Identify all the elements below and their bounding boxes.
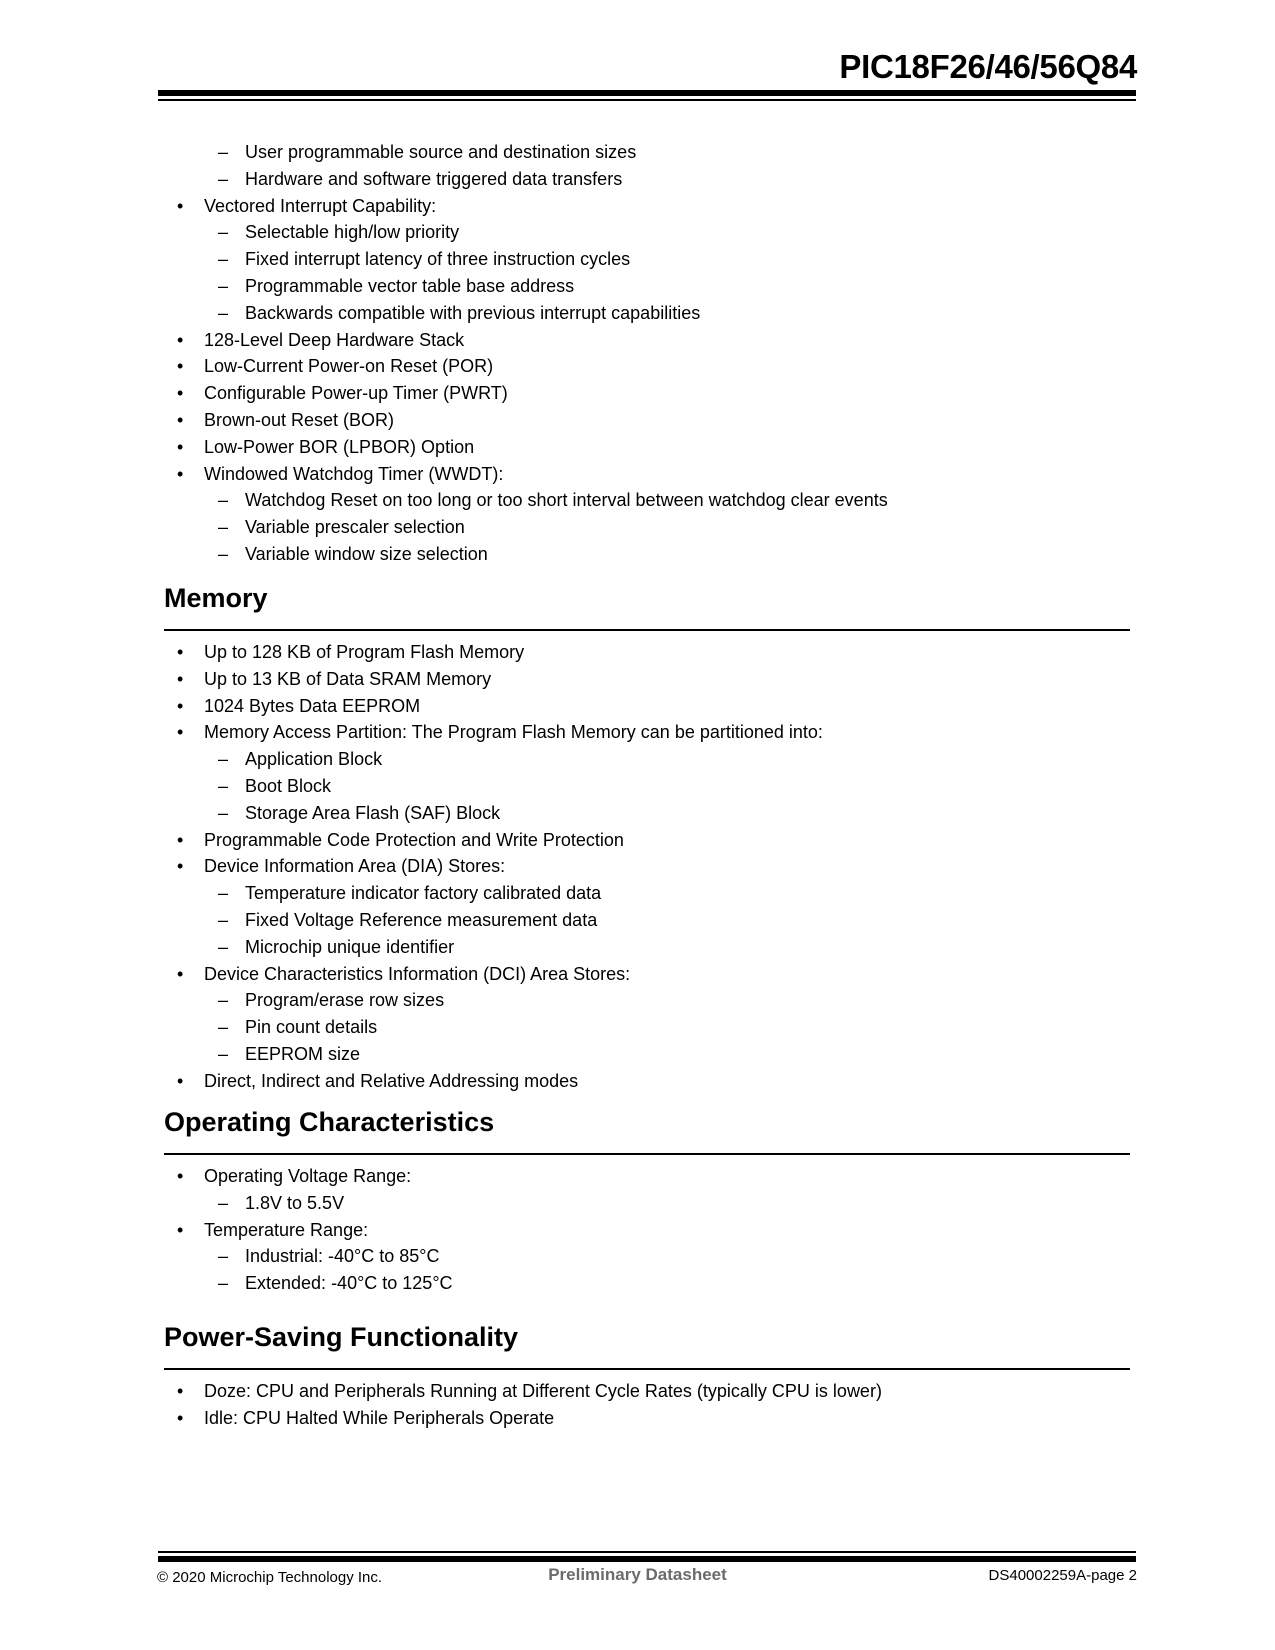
sub-list-item: – Temperature indicator factory calibrated data [164, 880, 1130, 907]
list-item: • Up to 128 KB of Program Flash Memory [164, 639, 1130, 666]
section-rule [164, 629, 1130, 631]
footer-rule-thick [158, 1556, 1136, 1562]
sub-list-item: – Backwards compatible with previous interrupt capabilities [164, 300, 1130, 327]
list-item: • Memory Access Partition: The Program Flash Memory can be partitioned into: [164, 719, 1130, 746]
document-title: PIC18F26/46/56Q84 [839, 48, 1137, 85]
sub-list-item: – Fixed interrupt latency of three instruction cycles [164, 246, 1130, 273]
list-item: • Direct, Indirect and Relative Addressing modes [164, 1068, 1130, 1095]
section-power-saving [164, 1318, 1130, 1432]
sub-list-item: – User programmable source and destination sizes [164, 139, 1130, 166]
intro-bullet-list [164, 139, 1130, 568]
section-rule [164, 1153, 1130, 1155]
list-item: • Operating Voltage Range: [164, 1163, 1130, 1190]
power-saving-bullet-list [164, 1378, 1130, 1432]
list-item: • Up to 13 KB of Data SRAM Memory [164, 666, 1130, 693]
sub-list-item: – Pin count details [164, 1014, 1130, 1041]
sub-list-item: – Extended: -40°C to 125°C [164, 1270, 1130, 1297]
footer-page-number: DS40002259A-page 2 [988, 1567, 1137, 1584]
sub-list-item: – Programmable vector table base address [164, 273, 1130, 300]
header-rule-thick [158, 90, 1136, 96]
section-rule [164, 1368, 1130, 1370]
sub-list-item: – Industrial: -40°C to 85°C [164, 1243, 1130, 1270]
memory-bullet-list [164, 639, 1130, 1095]
list-item: • 1024 Bytes Data EEPROM [164, 693, 1130, 720]
list-item: • Device Information Area (DIA) Stores: [164, 853, 1130, 880]
footer-document-status: Preliminary Datasheet [548, 1565, 727, 1584]
sub-list-item: – Variable prescaler selection [164, 514, 1130, 541]
list-item: • Vectored Interrupt Capability: [164, 193, 1130, 220]
sub-list-item: – 1.8V to 5.5V [164, 1190, 1130, 1217]
sub-list-item: – Storage Area Flash (SAF) Block [164, 800, 1130, 827]
sub-list-item: – Microchip unique identifier [164, 934, 1130, 961]
sub-list-item: – Watchdog Reset on too long or too short interval between watchdog clear events [164, 487, 1130, 514]
section-heading-operating-characteristics: Operating Characteristics [164, 1107, 495, 1137]
sub-list-item: – Fixed Voltage Reference measurement data [164, 907, 1130, 934]
sub-list-item: – Boot Block [164, 773, 1130, 800]
sub-list-item: – Hardware and software triggered data transfers [164, 166, 1130, 193]
list-item: • Temperature Range: [164, 1217, 1130, 1244]
list-item: • Low-Power BOR (LPBOR) Option [164, 434, 1130, 461]
list-item: • Configurable Power-up Timer (PWRT) [164, 380, 1130, 407]
sub-list-item: – Variable window size selection [164, 541, 1130, 568]
list-item: • Idle: CPU Halted While Peripherals Operate [164, 1405, 1130, 1432]
sub-list-item: – Program/erase row sizes [164, 987, 1130, 1014]
list-item: • 128-Level Deep Hardware Stack [164, 327, 1130, 354]
operating-bullet-list [164, 1163, 1130, 1297]
sub-list-item: – EEPROM size [164, 1041, 1130, 1068]
section-operating-characteristics [164, 1103, 1130, 1297]
list-item: • Device Characteristics Information (DCI) Area Stores: [164, 961, 1130, 988]
section-memory [164, 579, 1130, 1095]
intro-continued-list [164, 139, 1130, 568]
list-item: • Windowed Watchdog Timer (WWDT): [164, 461, 1130, 488]
sub-list-item: – Selectable high/low priority [164, 219, 1130, 246]
list-item: • Brown-out Reset (BOR) [164, 407, 1130, 434]
section-heading-power-saving: Power-Saving Functionality [164, 1322, 519, 1352]
header-rule-thin [158, 99, 1136, 101]
sub-list-item: – Application Block [164, 746, 1130, 773]
list-item: • Doze: CPU and Peripherals Running at Different Cycle Rates (typically CPU is lower) [164, 1378, 1130, 1405]
list-item: • Low-Current Power-on Reset (POR) [164, 353, 1130, 380]
footer-rule-thin [158, 1551, 1136, 1553]
list-item: • Programmable Code Protection and Write Protection [164, 827, 1130, 854]
section-heading-memory: Memory [164, 583, 268, 613]
footer-copyright: © 2020 Microchip Technology Inc. [157, 1569, 383, 1586]
